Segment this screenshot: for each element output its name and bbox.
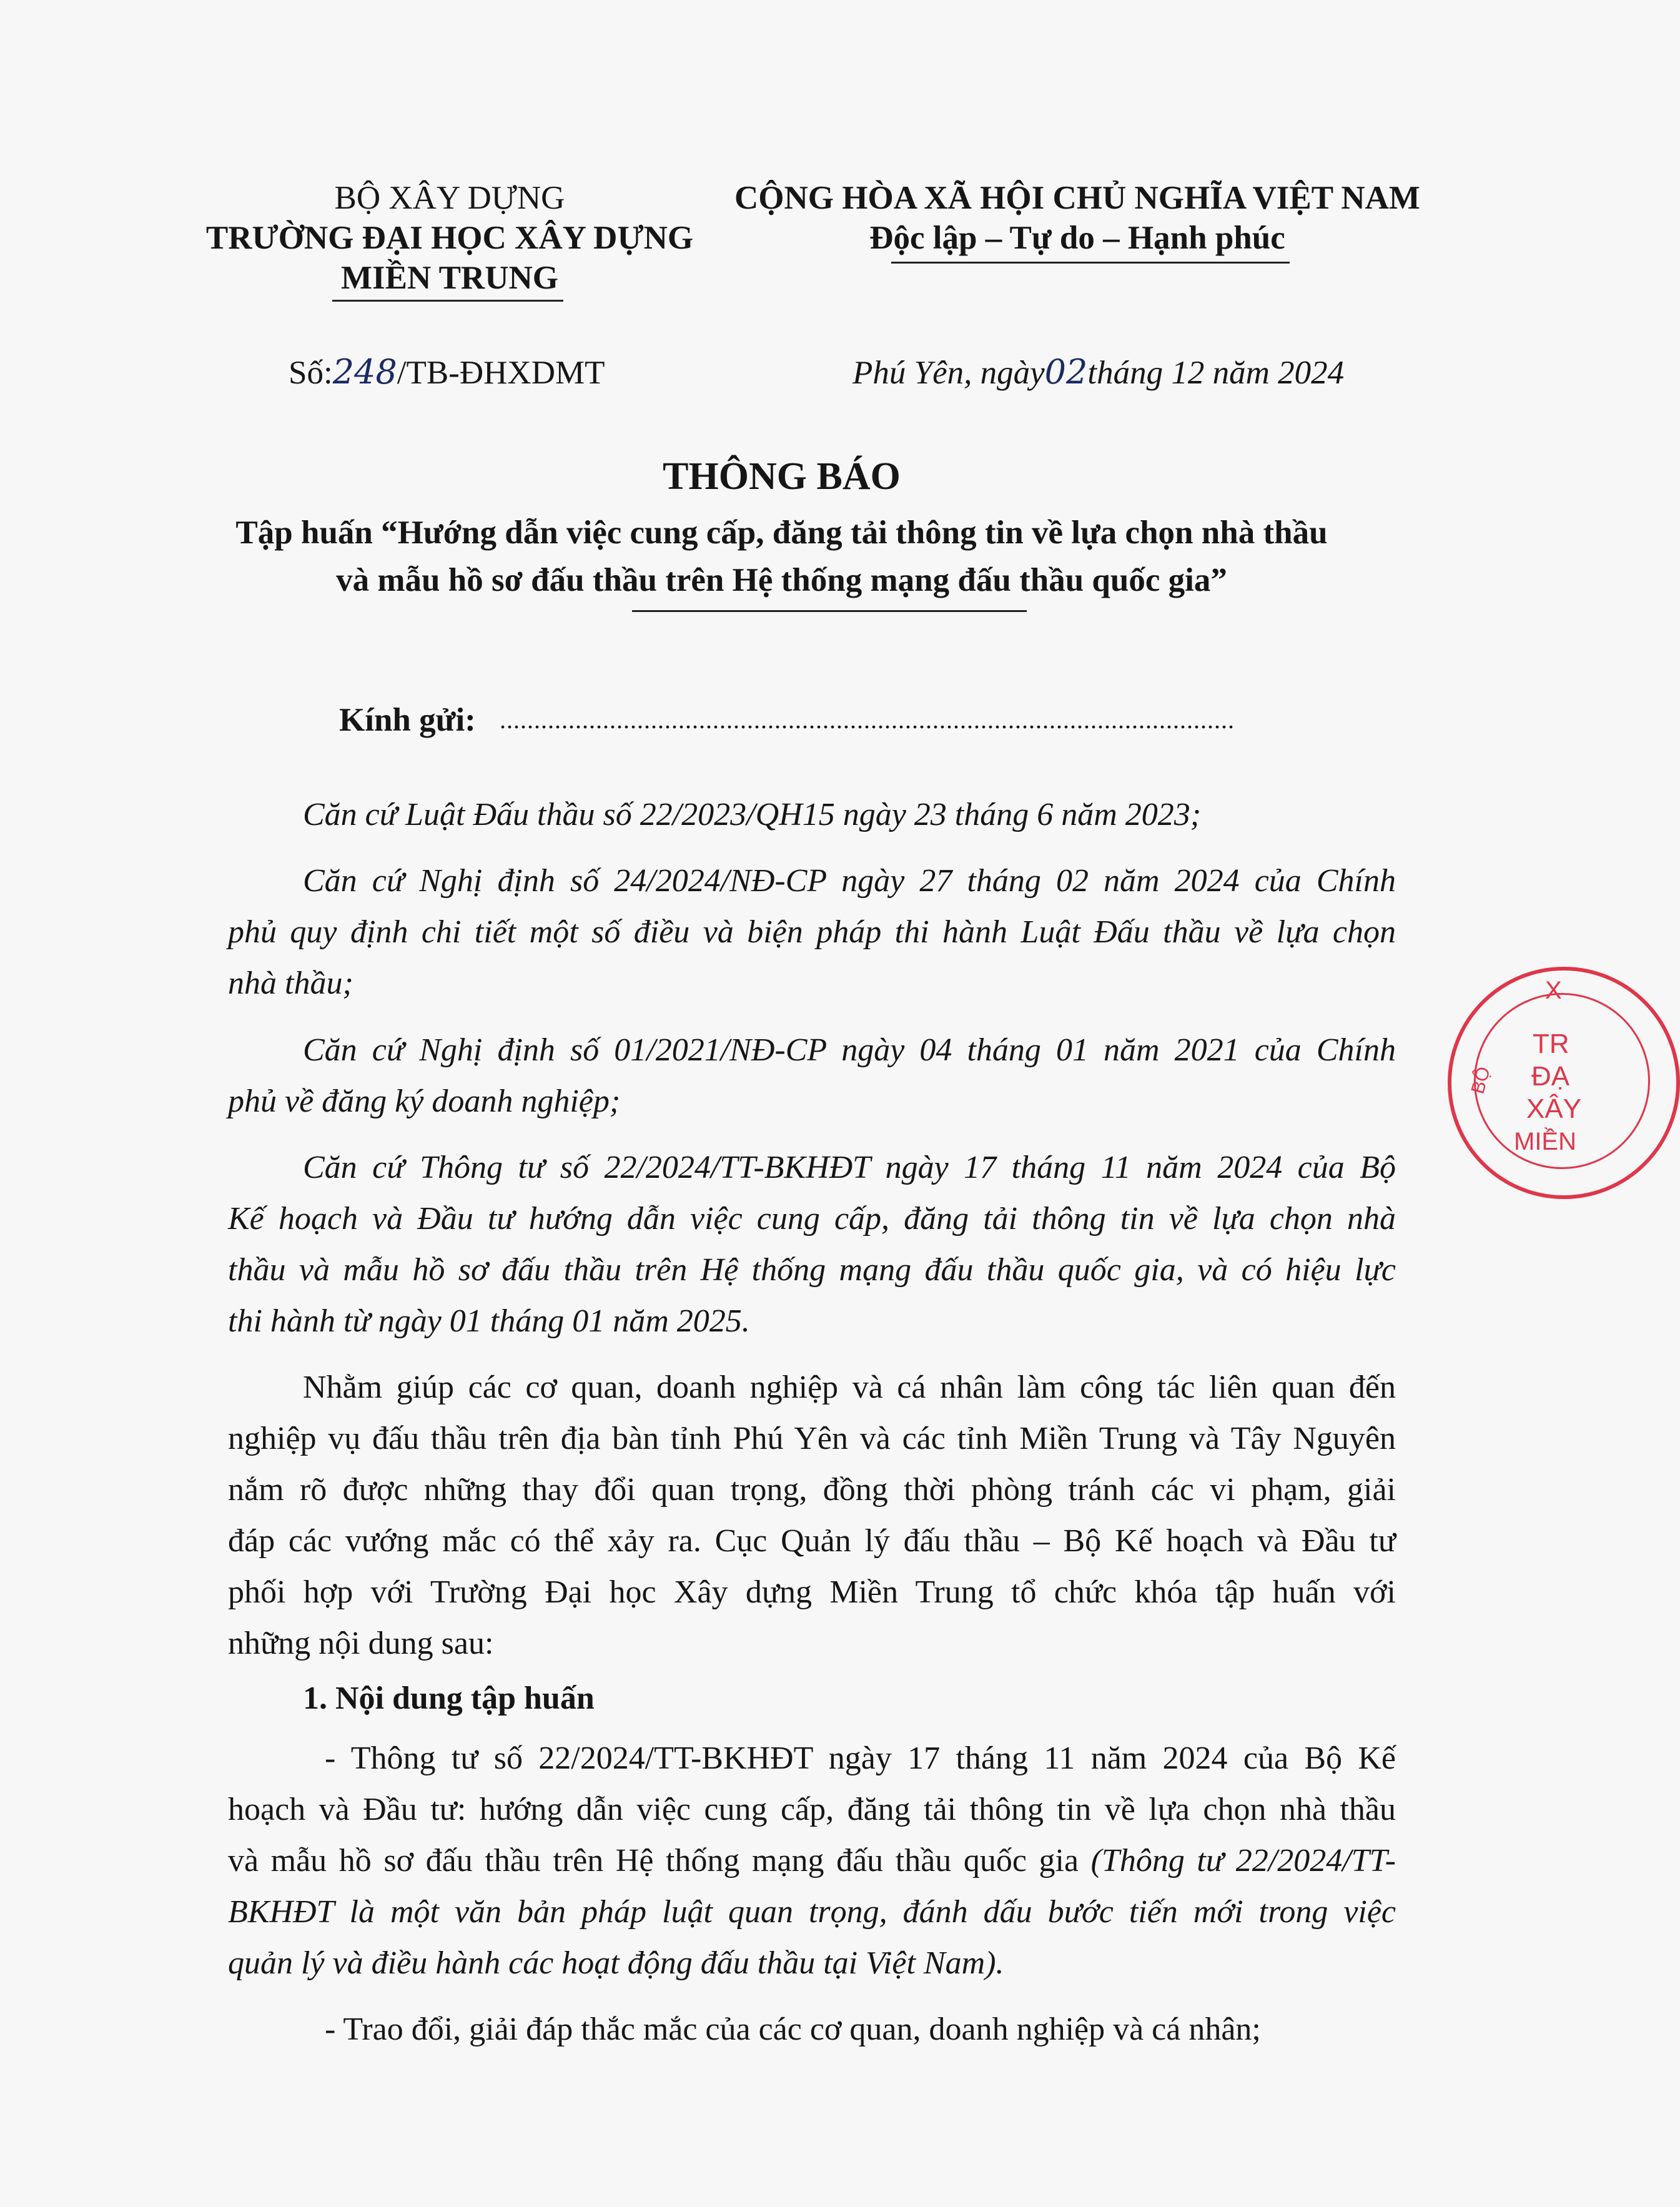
official-seal [1448, 967, 1680, 1199]
intro-line2: nghiệp vụ đấu thầu trên địa bàn tỉnh Phú Yên và các tỉnh Miền Trung và Tây Nguyên [228, 1421, 1396, 1456]
section1-item1-line5: quản lý và điều hành các hoạt động đấu thầu tại Việt Nam). [228, 1945, 1004, 1981]
basis-4-line2: Kế hoạch và Đầu tư hướng dẫn việc cung cấp, đăng tải thông tin về lựa chọn nhà [228, 1201, 1396, 1237]
basis-2-line3: nhà thầu; [228, 965, 353, 1001]
section1-item1-line3 [228, 1842, 1396, 1880]
national-motto: Độc lập – Tự do – Hạnh phúc [869, 220, 1285, 256]
document-number-suffix: /TB-ĐHXDMT [397, 355, 605, 391]
section1-item1-line4: BKHĐT là một văn bản pháp luật quan trọng, đánh dấu bước tiến mới trong việc [228, 1894, 1396, 1930]
handwritten-day: 02 [1044, 352, 1088, 392]
university-name-line2: MIỀN TRUNG [341, 260, 558, 296]
intro-line6: những nội dung sau: [228, 1626, 494, 1661]
seal-text-side: BỘ [1467, 1064, 1495, 1097]
seal-text-top: X [1545, 977, 1562, 1004]
document-number-prefix: Số: [289, 355, 333, 391]
basis-4-line4: thi hành từ ngày 01 tháng 01 năm 2025. [228, 1303, 750, 1339]
place-date [852, 351, 1344, 394]
recipient-dots: ........................................................................................................... [500, 706, 1235, 734]
place-date-prefix: Phú Yên, ngày [852, 355, 1045, 391]
subtitle-underline [632, 610, 1027, 612]
basis-4-line3: thầu và mẫu hồ sơ đấu thầu trên Hệ thống mạng đấu thầu quốc gia, và có hiệu lực [228, 1252, 1396, 1288]
handwritten-number: 248 [332, 352, 397, 392]
motto-underline [891, 262, 1290, 264]
document-title: THÔNG BÁO [663, 455, 901, 498]
section1-item2-line1: - Trao đổi, giải đáp thắc mắc của các cơ quan, doanh nghiệp và cá nhân; [325, 2012, 1261, 2047]
section1-item1-line3-normal: và mẫu hồ sơ đấu thầu trên Hệ thống mạng đấu thầu quốc gia [228, 1843, 1091, 1879]
section1-item1-line3-italic: (Thông tư 22/2024/TT- [1090, 1843, 1396, 1879]
intro-line5: phối hợp với Trường Đại học Xây dựng Miền Trung tổ chức khóa tập huấn với [228, 1574, 1396, 1610]
intro-line3: nắm rõ được những thay đổi quan trọng, đồng thời phòng tránh các vi phạm, giải [228, 1472, 1396, 1508]
left-header-underline [332, 300, 563, 302]
basis-4-line1: Căn cứ Thông tư số 22/2024/TT-BKHĐT ngày 17 tháng 11 năm 2024 của Bộ [303, 1150, 1396, 1185]
intro-line1: Nhằm giúp các cơ quan, doanh nghiệp và cá nhân làm công tác liên quan đến [303, 1370, 1396, 1405]
university-name-line1: TRƯỜNG ĐẠI HỌC XÂY DỰNG [205, 220, 694, 256]
subtitle-line2: và mẫu hồ sơ đấu thầu trên Hệ thống mạng đấu thầu quốc gia” [336, 562, 1227, 598]
document-number [289, 351, 605, 394]
section1-heading: 1. Nội dung tập huấn [303, 1681, 595, 1716]
seal-text-1: TR [1533, 1029, 1569, 1059]
basis-3-line1: Căn cứ Nghị định số 01/2021/NĐ-CP ngày 04 tháng 01 năm 2021 của Chính [303, 1032, 1396, 1068]
basis-1-line1: Căn cứ Luật Đấu thầu số 22/2023/QH15 ngày 23 tháng 6 năm 2023; [303, 797, 1202, 832]
section1-item1-line1: - Thông tư số 22/2024/TT-BKHĐT ngày 17 tháng 11 năm 2024 của Bộ Kế [325, 1740, 1396, 1776]
seal-text-2: ĐẠ [1531, 1061, 1570, 1092]
subtitle-line1: Tập huấn “Hướng dẫn việc cung cấp, đăng tải thông tin về lựa chọn nhà thầu [235, 515, 1328, 551]
basis-2-line1: Căn cứ Nghị định số 24/2024/NĐ-CP ngày 27 tháng 02 năm 2024 của Chính [303, 863, 1396, 899]
seal-text-3: XÂY [1526, 1094, 1582, 1124]
recipient-label: Kính gửi: [339, 702, 476, 738]
basis-2-line2: phủ quy định chi tiết một số điều và biện pháp thi hành Luật Đấu thầu về lựa chọn [228, 914, 1396, 950]
seal-text-4: MIỀN [1514, 1128, 1576, 1155]
ministry-name: BỘ XÂY DỰNG [334, 180, 565, 216]
section1-item1-line2: hoạch và Đầu tư: hướng dẫn việc cung cấp, đăng tải thông tin về lựa chọn nhà thầu [228, 1792, 1396, 1827]
place-date-suffix: tháng 12 năm 2024 [1087, 355, 1345, 391]
national-title: CỘNG HÒA XÃ HỘI CHỦ NGHĨA VIỆT NAM [734, 180, 1420, 216]
intro-line4: đáp các vướng mắc có thể xảy ra. Cục Quản lý đấu thầu – Bộ Kế hoạch và Đầu tư [228, 1523, 1396, 1559]
basis-3-line2: phủ về đăng ký doanh nghiệp; [228, 1084, 621, 1119]
